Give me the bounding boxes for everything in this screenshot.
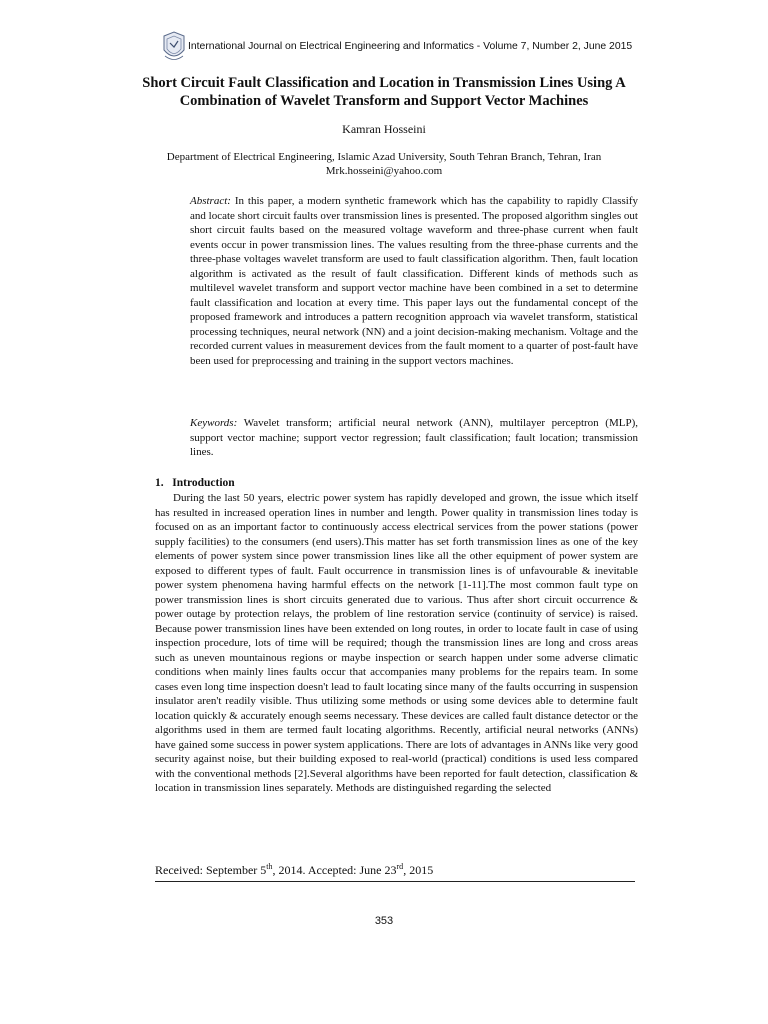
accepted-sup: rd — [396, 862, 404, 871]
keywords — [190, 416, 638, 460]
author-name: Kamran Hosseini — [342, 122, 426, 136]
accepted-label: , 2014. Accepted: June 23 — [272, 863, 397, 877]
abstract — [190, 194, 638, 368]
affiliation-block — [140, 150, 628, 178]
journal-logo-icon — [160, 30, 188, 64]
received-sup: th — [266, 862, 273, 871]
section-heading: 1. Introduction — [155, 477, 235, 489]
affiliation: Department of Electrical Engineering, Islamic Azad University, South Tehran Branch, Tehran, Iran — [166, 151, 602, 163]
footer-rule — [155, 881, 635, 882]
accepted-year: , 2015 — [403, 863, 434, 877]
author-email: Mrk.hosseini@yahoo.com — [325, 165, 443, 177]
paper-title: Short Circuit Fault Classification and Location in Transmission Lines Using A Combination of Wavelet Transform and Support Vector Machines — [142, 75, 626, 109]
introduction-text: During the last 50 years, electric power system has rapidly developed and grown, the issue which itself has resulted in increased operation lines in number and length. Power quality in transmission lines today is focused on as an important factor to continuously access electrical services from the power stations (power supply facilities) to the consumers (end users).This matter has set forth transmission lines as one of the key elements of power system since power transmission lines like all the other equipment of power system are exposed to different types of fault. Fault occurrence in transmission lines is of unfavourable & inevitable power system phenomena having harmful effects on the network [1-11].The most common fault type on power transmission lines is short circuits generated due to various. Thus after short circuit occurrence & power outage by protection relays, the problem of line restoration service (continuity of service) is raised. Because power transmission lines have been extended on long routes, in order to locate fault in case of using inspection procedure, lots of time will be required; though the transmission lines are long and cross areas such as uneven mountainous regions or maybe inspection or search happen under some adverse climatic conditions when mainly lines faults occur that accompanies many problems for the repairs team. In some cases even long time inspection doesn't lead to fault locating since many of the faults occurring in suspension insulator aren't readily visible. Thus utilizing some methods or using some devices able to determine fault location quickly & accurately enough seems necessary. These devices are called fault distance detector or the algorithms used in them are termed fault locating algorithms. Recently, artificial neural networks (ANNs) have gained some success in power system applications. There are lots of advantages in ANNs like very good security against noise, but their building exposed to real-world (practical) conditions is used less compared with the conventional methods [2].Several algorithms have been reported for fault detection, classification & location in transmission lines separately. Methods are distinguished regarding the selected — [155, 492, 638, 794]
keywords-text: Wavelet transform; artificial neural network (ANN), multilayer perceptron (MLP), support vector machine; support vector regression; fault classification; fault location; transmission lines. — [190, 417, 638, 458]
journal-header — [160, 30, 640, 64]
journal-title: International Journal on Electrical Engineering and Informatics - Volume 7, Number 2, June 2015 — [188, 41, 633, 52]
keywords-label: Keywords: — [190, 417, 238, 429]
received-accepted-dates — [155, 862, 433, 878]
page-number: 353 — [374, 915, 394, 927]
abstract-label: Abstract: — [190, 195, 231, 207]
abstract-text: In this paper, a modern synthetic framework which has the capability to rapidly Classify and locate short circuit faults over transmission lines is presented. The proposed algorithm singles out short circuit faults based on the measured voltage waveform and three-phase current when fault events occur in power transmission lines. The values resulting from the three-phase currents and the three-phase voltages wavelet transform are used to fault classification algorithm. Then, fault location algorithm is activated as the result of fault classification. Different kinds of methods such as multilevel wavelet transform and support vector machine have been combined in a set to determine fault classification and location at every time. This paper lays out the fundamental concept of the proposed framework and introduces a pattern recognition approach via wavelet transform, statistical processing techniques, neural network (NN) and a joint decision-making mechanism. Voltage and the recorded current values in measurement devices from the fault moment to a quarter of post-fault have been used for preprocessing and training in the support vectors machines. — [190, 195, 638, 367]
received-label: Received: September 5 — [155, 863, 267, 877]
